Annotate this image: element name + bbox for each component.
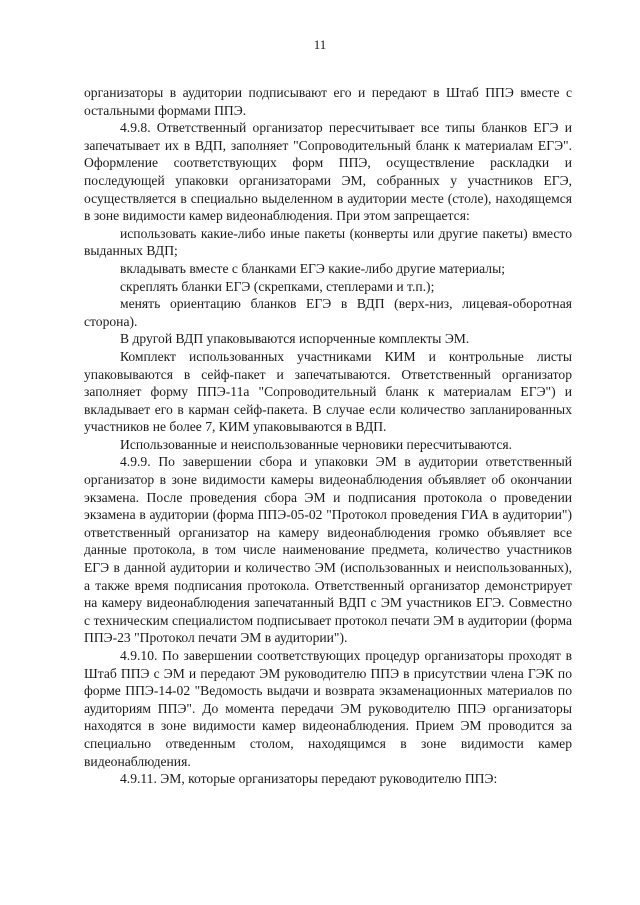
paragraph: скреплять бланки ЕГЭ (скрепками, степлерами и т.п.); [120,278,435,294]
paragraph: Комплект использованных участниками КИМ и контрольные листы упаковываются в сейф-пакет и запечатываются. Ответственный организатор заполняет форму ППЭ-11а "Сопроводительный бланк к материалам ЕГЭ") и вкладывает его в карман сейф-пакета. В случае если количество запланированных участников не более 7, КИМ упаковываются в ВДП. [84,348,572,435]
paragraph: 4.9.8. Ответственный организатор пересчитывает все типы бланков ЕГЭ и запечатывает их в ВДП, заполняет "Сопроводительный бланк к материалам ЕГЭ". Оформление соответствующих форм ППЭ, осуществление раскладки и последующей упаковки организаторами ЭМ, собранных у участников ЕГЭ, осуществляется в специально выделенном в аудитории месте (столе), находящемся в зоне видимости камер видеонаблюдения. При этом запрещается: [84,120,572,224]
paragraph: организаторы в аудитории подписывают его и передают в Штаб ППЭ вместе с остальными формами ППЭ. [84,85,572,118]
paragraph: В другой ВДП упаковываются испорченные комплекты ЭМ. [120,331,470,347]
body-text [84,84,572,788]
paragraph: вкладывать вместе с бланками ЕГЭ какие-либо другие материалы; [120,260,505,276]
paragraph: 4.9.9. По завершении сбора и упаковки ЭМ в аудитории ответственный организатор в зоне видимости камеры видеонаблюдения объявляет об окончании экзамена. После проведения сбора ЭМ и подписания протокола о проведении экзамена в аудитории (форма ППЭ-05-02 "Протокол проведения ГИА в аудитории") ответственный организатор на камеру видеонаблюдения громко объявляет все данные протокола, в том числе наименование предмета, количество участников ЕГЭ в данной аудитории и количество ЭМ (использованных и неиспользованных), а также время подписания протокола. Ответственный организатор демонстрирует на камеру видеонаблюдения запечатанный ВДП с ЭМ участников ЕГЭ. Совместно с техническим специалистом подписывает протокол печати ЭМ в аудитории (форма ППЭ-23 "Протокол печати ЭМ в аудитории"). [84,454,572,646]
paragraph: 4.9.11. ЭМ, которые организаторы передают руководителю ППЭ: [120,771,498,787]
page-number: 11 [313,37,327,52]
paragraph: менять ориентацию бланков ЕГЭ в ВДП (верх-низ, лицевая-оборотная сторона). [84,296,572,329]
paragraph: 4.9.10. По завершении соответствующих процедур организаторы проходят в Штаб ППЭ с ЭМ и передают ЭМ руководителю ППЭ в присутствии члена ГЭК по форме ППЭ-14-02 "Ведомость выдачи и возврата экзаменационных материалов по аудиториям ППЭ". До момента передачи ЭМ руководителю ППЭ организаторы находятся в зоне видимости камер видеонаблюдения. Прием ЭМ проводится за специально отведенным столом, находящимся в зоне видимости камер видеонаблюдения. [84,648,572,769]
paragraph: использовать какие-либо иные пакеты (конверты или другие пакеты) вместо выданных ВДП; [84,225,572,259]
paragraph: Использованные и неиспользованные черновики пересчитываются. [120,436,513,452]
